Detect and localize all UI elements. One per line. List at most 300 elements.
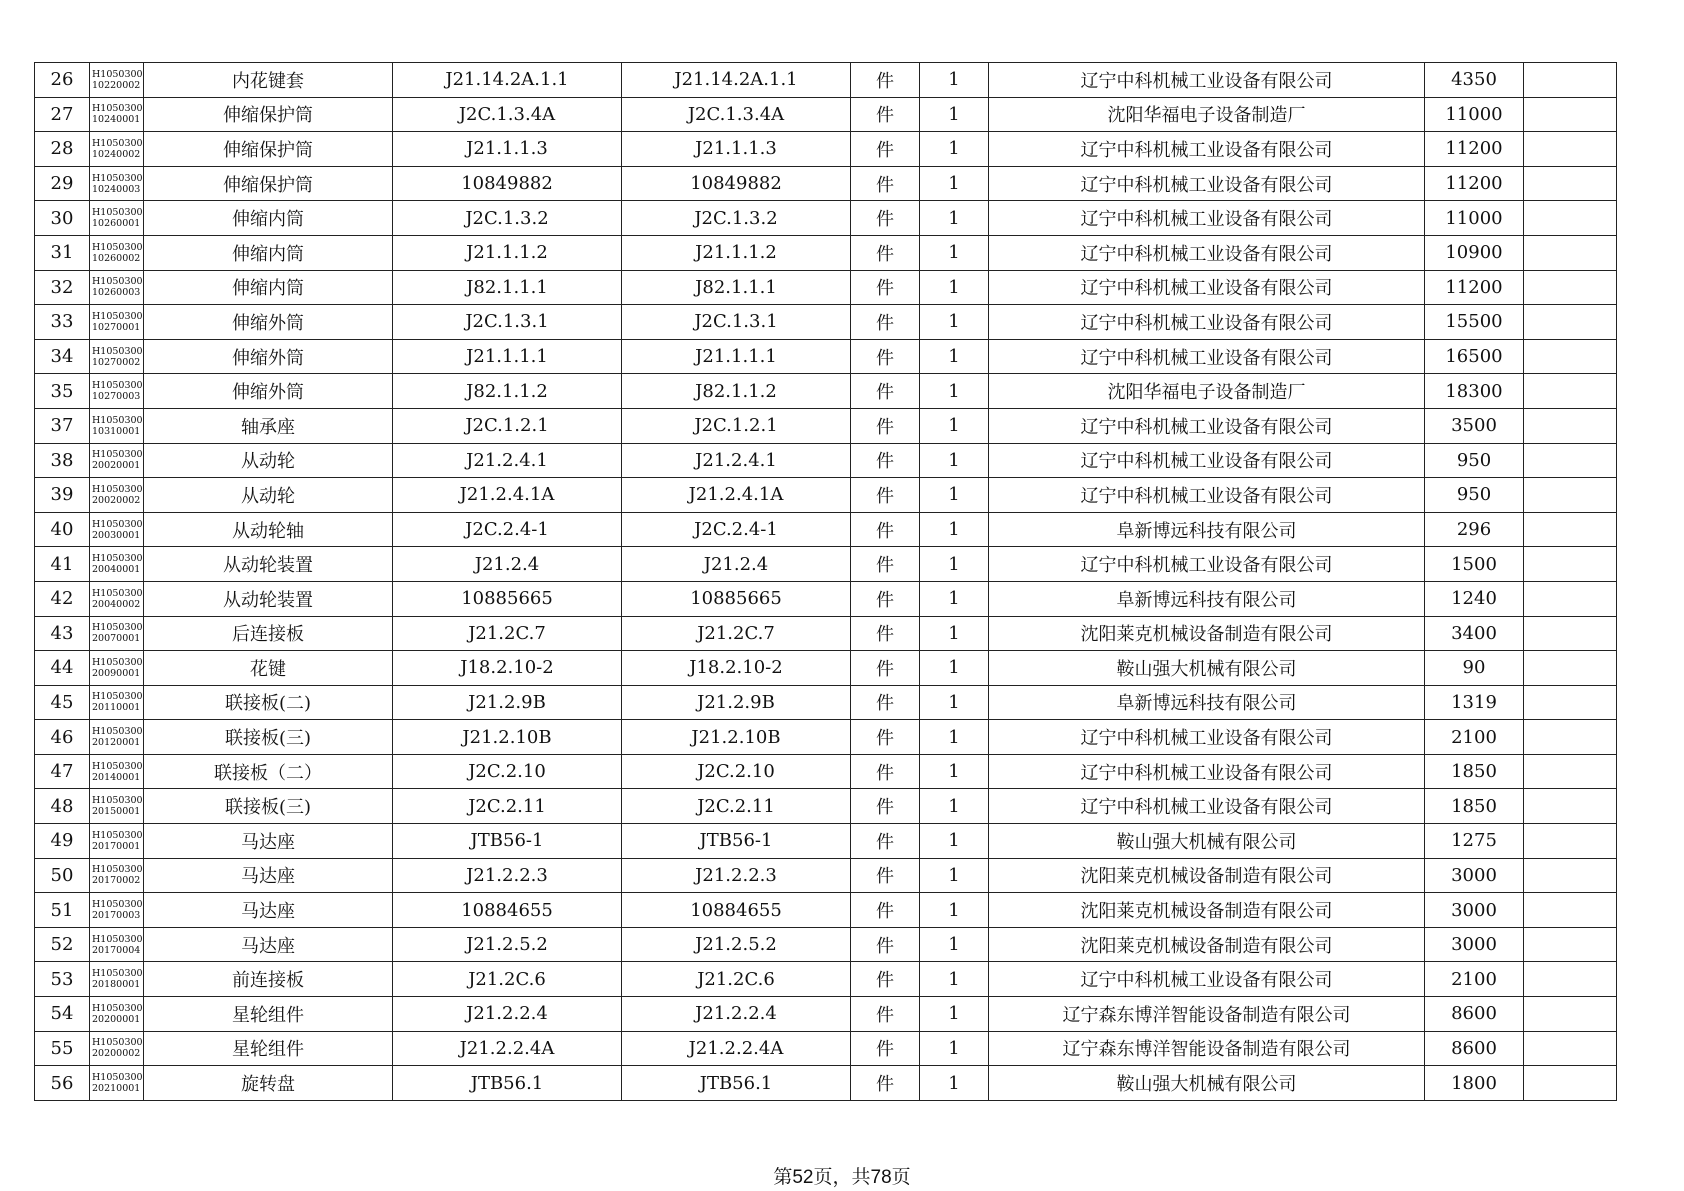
spec-cell: 10885665 bbox=[393, 581, 622, 616]
spec-cell: 10849882 bbox=[393, 166, 622, 201]
part-name-cell: 马达座 bbox=[144, 824, 393, 859]
row-number-cell: 51 bbox=[35, 893, 90, 928]
spec-cell: JTB56-1 bbox=[393, 824, 622, 859]
supplier-cell: 辽宁中科机械工业设备有限公司 bbox=[989, 408, 1425, 443]
material-code-line-1: H1050300 bbox=[92, 622, 143, 634]
price-cell: 2100 bbox=[1425, 720, 1524, 755]
table-row bbox=[35, 132, 1617, 167]
part-name-cell: 前连接板 bbox=[144, 962, 393, 997]
supplier-cell: 辽宁中科机械工业设备有限公司 bbox=[989, 547, 1425, 582]
spec-cell: J21.1.1.2 bbox=[393, 235, 622, 270]
quantity-cell: 1 bbox=[920, 789, 989, 824]
quantity-cell: 1 bbox=[920, 166, 989, 201]
material-code-line-1: H1050300 bbox=[92, 899, 143, 911]
material-code-line-2: 20170004 bbox=[92, 944, 141, 956]
remark-cell bbox=[1524, 374, 1617, 409]
row-number-cell: 30 bbox=[35, 201, 90, 236]
unit-cell: 件 bbox=[851, 97, 920, 132]
price-cell: 8600 bbox=[1425, 997, 1524, 1032]
material-code-line-1: H1050300 bbox=[92, 933, 143, 945]
remark-cell bbox=[1524, 408, 1617, 443]
spec-cell: J21.14.2A.1.1 bbox=[393, 63, 622, 98]
supplier-cell: 辽宁中科机械工业设备有限公司 bbox=[989, 235, 1425, 270]
part-name-cell: 伸缩保护筒 bbox=[144, 97, 393, 132]
material-code-line-2: 20040002 bbox=[92, 598, 141, 610]
page-footer bbox=[0, 1162, 1684, 1189]
footer-suffix: 页 bbox=[891, 1166, 911, 1188]
price-cell: 16500 bbox=[1425, 339, 1524, 374]
spec-cell: J2C.1.2.1 bbox=[393, 408, 622, 443]
material-code-cell bbox=[90, 235, 144, 270]
remark-cell bbox=[1524, 927, 1617, 962]
unit-cell: 件 bbox=[851, 63, 920, 98]
drawing-number-cell: J21.2C.6 bbox=[622, 962, 851, 997]
drawing-number-cell: J21.2.10B bbox=[622, 720, 851, 755]
drawing-number-cell: J21.2.2.4A bbox=[622, 1031, 851, 1066]
supplier-cell: 辽宁中科机械工业设备有限公司 bbox=[989, 754, 1425, 789]
unit-cell: 件 bbox=[851, 408, 920, 443]
unit-cell: 件 bbox=[851, 927, 920, 962]
quantity-cell: 1 bbox=[920, 997, 989, 1032]
part-name-cell: 从动轮装置 bbox=[144, 547, 393, 582]
drawing-number-cell: J21.2.9B bbox=[622, 685, 851, 720]
price-cell: 11200 bbox=[1425, 270, 1524, 305]
price-cell: 15500 bbox=[1425, 305, 1524, 340]
material-code-cell bbox=[90, 824, 144, 859]
spec-cell: J2C.2.11 bbox=[393, 789, 622, 824]
material-code-line-1: H1050300 bbox=[92, 1002, 143, 1014]
material-code-line-2: 10270002 bbox=[92, 356, 141, 368]
quantity-cell: 1 bbox=[920, 1031, 989, 1066]
price-cell: 11000 bbox=[1425, 201, 1524, 236]
material-code-cell bbox=[90, 1031, 144, 1066]
material-code-line-2: 20200001 bbox=[92, 1013, 141, 1025]
part-name-cell: 马达座 bbox=[144, 927, 393, 962]
remark-cell bbox=[1524, 339, 1617, 374]
price-cell: 3000 bbox=[1425, 927, 1524, 962]
quantity-cell: 1 bbox=[920, 720, 989, 755]
part-name-cell: 伸缩外筒 bbox=[144, 305, 393, 340]
material-code-line-1: H1050300 bbox=[92, 483, 143, 495]
part-name-cell: 后连接板 bbox=[144, 616, 393, 651]
part-name-cell: 伸缩内筒 bbox=[144, 235, 393, 270]
material-code-line-2: 10270001 bbox=[92, 321, 141, 333]
part-name-cell: 轴承座 bbox=[144, 408, 393, 443]
table-row bbox=[35, 63, 1617, 98]
supplier-cell: 沈阳莱克机械设备制造有限公司 bbox=[989, 893, 1425, 928]
material-code-line-2: 20150001 bbox=[92, 806, 141, 818]
table-row bbox=[35, 478, 1617, 513]
parts-price-table bbox=[34, 62, 1617, 1101]
quantity-cell: 1 bbox=[920, 270, 989, 305]
table-row bbox=[35, 408, 1617, 443]
supplier-cell: 鞍山强大机械有限公司 bbox=[989, 824, 1425, 859]
material-code-line-2: 20020002 bbox=[92, 494, 141, 506]
unit-cell: 件 bbox=[851, 754, 920, 789]
table-row bbox=[35, 1066, 1617, 1101]
drawing-number-cell: J21.1.1.3 bbox=[622, 132, 851, 167]
footer-middle: 页，共 bbox=[813, 1166, 871, 1188]
part-name-cell: 花键 bbox=[144, 651, 393, 686]
material-code-cell bbox=[90, 547, 144, 582]
spec-cell: J21.2C.6 bbox=[393, 962, 622, 997]
remark-cell bbox=[1524, 1031, 1617, 1066]
quantity-cell: 1 bbox=[920, 132, 989, 167]
unit-cell: 件 bbox=[851, 581, 920, 616]
remark-cell bbox=[1524, 478, 1617, 513]
remark-cell bbox=[1524, 166, 1617, 201]
quantity-cell: 1 bbox=[920, 443, 989, 478]
table-row bbox=[35, 547, 1617, 582]
quantity-cell: 1 bbox=[920, 339, 989, 374]
quantity-cell: 1 bbox=[920, 235, 989, 270]
row-number-cell: 40 bbox=[35, 512, 90, 547]
drawing-number-cell: J2C.2.10 bbox=[622, 754, 851, 789]
remark-cell bbox=[1524, 443, 1617, 478]
drawing-number-cell: J18.2.10-2 bbox=[622, 651, 851, 686]
unit-cell: 件 bbox=[851, 374, 920, 409]
unit-cell: 件 bbox=[851, 997, 920, 1032]
price-cell: 1240 bbox=[1425, 581, 1524, 616]
remark-cell bbox=[1524, 616, 1617, 651]
row-number-cell: 33 bbox=[35, 305, 90, 340]
drawing-number-cell: JTB56-1 bbox=[622, 824, 851, 859]
material-code-cell bbox=[90, 478, 144, 513]
table-body bbox=[35, 63, 1617, 1101]
quantity-cell: 1 bbox=[920, 512, 989, 547]
spec-cell: J2C.2.10 bbox=[393, 754, 622, 789]
quantity-cell: 1 bbox=[920, 547, 989, 582]
spec-cell: J21.2.4 bbox=[393, 547, 622, 582]
remark-cell bbox=[1524, 512, 1617, 547]
quantity-cell: 1 bbox=[920, 97, 989, 132]
remark-cell bbox=[1524, 651, 1617, 686]
material-code-line-2: 20070001 bbox=[92, 633, 141, 645]
part-name-cell: 内花键套 bbox=[144, 63, 393, 98]
supplier-cell: 沈阳华福电子设备制造厂 bbox=[989, 374, 1425, 409]
drawing-number-cell: J2C.2.4-1 bbox=[622, 512, 851, 547]
spec-cell: J21.2.2.4A bbox=[393, 1031, 622, 1066]
table-row bbox=[35, 927, 1617, 962]
drawing-number-cell: J2C.1.3.2 bbox=[622, 201, 851, 236]
price-cell: 2100 bbox=[1425, 962, 1524, 997]
price-cell: 1850 bbox=[1425, 754, 1524, 789]
unit-cell: 件 bbox=[851, 858, 920, 893]
drawing-number-cell: J21.2.2.4 bbox=[622, 997, 851, 1032]
quantity-cell: 1 bbox=[920, 408, 989, 443]
remark-cell bbox=[1524, 962, 1617, 997]
unit-cell: 件 bbox=[851, 720, 920, 755]
supplier-cell: 阜新博远科技有限公司 bbox=[989, 685, 1425, 720]
part-name-cell: 从动轮 bbox=[144, 478, 393, 513]
footer-prefix: 第 bbox=[773, 1166, 793, 1188]
supplier-cell: 辽宁中科机械工业设备有限公司 bbox=[989, 962, 1425, 997]
remark-cell bbox=[1524, 547, 1617, 582]
row-number-cell: 29 bbox=[35, 166, 90, 201]
part-name-cell: 从动轮装置 bbox=[144, 581, 393, 616]
drawing-number-cell: J21.2.2.3 bbox=[622, 858, 851, 893]
supplier-cell: 辽宁中科机械工业设备有限公司 bbox=[989, 443, 1425, 478]
supplier-cell: 鞍山强大机械有限公司 bbox=[989, 1066, 1425, 1101]
unit-cell: 件 bbox=[851, 893, 920, 928]
remark-cell bbox=[1524, 132, 1617, 167]
drawing-number-cell: J21.14.2A.1.1 bbox=[622, 63, 851, 98]
remark-cell bbox=[1524, 893, 1617, 928]
remark-cell bbox=[1524, 997, 1617, 1032]
material-code-cell bbox=[90, 754, 144, 789]
table-row bbox=[35, 201, 1617, 236]
part-name-cell: 马达座 bbox=[144, 858, 393, 893]
material-code-line-2: 10260003 bbox=[92, 287, 141, 299]
unit-cell: 件 bbox=[851, 1066, 920, 1101]
material-code-cell bbox=[90, 166, 144, 201]
table-row bbox=[35, 997, 1617, 1032]
row-number-cell: 43 bbox=[35, 616, 90, 651]
supplier-cell: 辽宁中科机械工业设备有限公司 bbox=[989, 63, 1425, 98]
drawing-number-cell: J2C.1.3.4A bbox=[622, 97, 851, 132]
material-code-line-2: 20170001 bbox=[92, 840, 141, 852]
drawing-number-cell: J21.2.5.2 bbox=[622, 927, 851, 962]
supplier-cell: 辽宁森东博洋智能设备制造有限公司 bbox=[989, 1031, 1425, 1066]
unit-cell: 件 bbox=[851, 789, 920, 824]
price-cell: 1850 bbox=[1425, 789, 1524, 824]
material-code-line-2: 10240003 bbox=[92, 183, 141, 195]
table-row bbox=[35, 270, 1617, 305]
drawing-number-cell: J21.2.4.1A bbox=[622, 478, 851, 513]
spec-cell: J2C.1.3.1 bbox=[393, 305, 622, 340]
quantity-cell: 1 bbox=[920, 824, 989, 859]
material-code-line-1: H1050300 bbox=[92, 449, 143, 461]
drawing-number-cell: 10849882 bbox=[622, 166, 851, 201]
price-cell: 11200 bbox=[1425, 132, 1524, 167]
material-code-cell bbox=[90, 97, 144, 132]
price-cell: 18300 bbox=[1425, 374, 1524, 409]
supplier-cell: 辽宁中科机械工业设备有限公司 bbox=[989, 478, 1425, 513]
quantity-cell: 1 bbox=[920, 685, 989, 720]
drawing-number-cell: J82.1.1.2 bbox=[622, 374, 851, 409]
row-number-cell: 52 bbox=[35, 927, 90, 962]
material-code-line-2: 20180001 bbox=[92, 979, 141, 991]
material-code-line-1: H1050300 bbox=[92, 726, 143, 738]
drawing-number-cell: J21.1.1.2 bbox=[622, 235, 851, 270]
row-number-cell: 44 bbox=[35, 651, 90, 686]
material-code-line-1: H1050300 bbox=[92, 241, 143, 253]
drawing-number-cell: J21.1.1.1 bbox=[622, 339, 851, 374]
unit-cell: 件 bbox=[851, 478, 920, 513]
row-number-cell: 42 bbox=[35, 581, 90, 616]
spec-cell: J82.1.1.1 bbox=[393, 270, 622, 305]
quantity-cell: 1 bbox=[920, 478, 989, 513]
part-name-cell: 伸缩保护筒 bbox=[144, 132, 393, 167]
unit-cell: 件 bbox=[851, 547, 920, 582]
material-code-line-1: H1050300 bbox=[92, 276, 143, 288]
table-row bbox=[35, 754, 1617, 789]
quantity-cell: 1 bbox=[920, 962, 989, 997]
material-code-line-2: 10220002 bbox=[92, 79, 141, 91]
material-code-line-2: 10310001 bbox=[92, 425, 141, 437]
drawing-number-cell: J21.2.4 bbox=[622, 547, 851, 582]
supplier-cell: 辽宁中科机械工业设备有限公司 bbox=[989, 132, 1425, 167]
material-code-line-2: 20110001 bbox=[92, 702, 141, 714]
row-number-cell: 35 bbox=[35, 374, 90, 409]
material-code-line-1: H1050300 bbox=[92, 380, 143, 392]
drawing-number-cell: J21.2.4.1 bbox=[622, 443, 851, 478]
table-row bbox=[35, 824, 1617, 859]
material-code-cell bbox=[90, 512, 144, 547]
spec-cell: J21.2.10B bbox=[393, 720, 622, 755]
part-name-cell: 伸缩内筒 bbox=[144, 201, 393, 236]
spec-cell: J21.2C.7 bbox=[393, 616, 622, 651]
material-code-cell bbox=[90, 720, 144, 755]
price-cell: 10900 bbox=[1425, 235, 1524, 270]
supplier-cell: 沈阳华福电子设备制造厂 bbox=[989, 97, 1425, 132]
price-cell: 11200 bbox=[1425, 166, 1524, 201]
row-number-cell: 53 bbox=[35, 962, 90, 997]
unit-cell: 件 bbox=[851, 685, 920, 720]
unit-cell: 件 bbox=[851, 305, 920, 340]
material-code-line-1: H1050300 bbox=[92, 310, 143, 322]
material-code-cell bbox=[90, 305, 144, 340]
material-code-line-2: 20200002 bbox=[92, 1048, 141, 1060]
supplier-cell: 辽宁中科机械工业设备有限公司 bbox=[989, 305, 1425, 340]
supplier-cell: 阜新博远科技有限公司 bbox=[989, 581, 1425, 616]
material-code-line-1: H1050300 bbox=[92, 656, 143, 668]
material-code-cell bbox=[90, 616, 144, 651]
part-name-cell: 伸缩外筒 bbox=[144, 339, 393, 374]
material-code-cell bbox=[90, 651, 144, 686]
row-number-cell: 31 bbox=[35, 235, 90, 270]
remark-cell bbox=[1524, 201, 1617, 236]
row-number-cell: 49 bbox=[35, 824, 90, 859]
part-name-cell: 联接板（二） bbox=[144, 754, 393, 789]
material-code-cell bbox=[90, 893, 144, 928]
quantity-cell: 1 bbox=[920, 858, 989, 893]
material-code-line-2: 20020001 bbox=[92, 460, 141, 472]
unit-cell: 件 bbox=[851, 166, 920, 201]
part-name-cell: 联接板(三) bbox=[144, 789, 393, 824]
table-row bbox=[35, 789, 1617, 824]
supplier-cell: 辽宁中科机械工业设备有限公司 bbox=[989, 720, 1425, 755]
price-cell: 950 bbox=[1425, 443, 1524, 478]
table-row bbox=[35, 616, 1617, 651]
material-code-line-2: 10270003 bbox=[92, 391, 141, 403]
material-code-cell bbox=[90, 339, 144, 374]
material-code-line-1: H1050300 bbox=[92, 691, 143, 703]
material-code-line-2: 20170002 bbox=[92, 875, 141, 887]
supplier-cell: 辽宁中科机械工业设备有限公司 bbox=[989, 201, 1425, 236]
table-row bbox=[35, 893, 1617, 928]
price-cell: 950 bbox=[1425, 478, 1524, 513]
price-cell: 1500 bbox=[1425, 547, 1524, 582]
quantity-cell: 1 bbox=[920, 651, 989, 686]
drawing-number-cell: 10885665 bbox=[622, 581, 851, 616]
material-code-line-1: H1050300 bbox=[92, 553, 143, 565]
spec-cell: J21.1.1.1 bbox=[393, 339, 622, 374]
material-code-cell bbox=[90, 201, 144, 236]
remark-cell bbox=[1524, 789, 1617, 824]
material-code-line-2: 10240001 bbox=[92, 114, 141, 126]
table-row bbox=[35, 374, 1617, 409]
part-name-cell: 从动轮 bbox=[144, 443, 393, 478]
material-code-line-2: 20030001 bbox=[92, 529, 141, 541]
remark-cell bbox=[1524, 858, 1617, 893]
part-name-cell: 伸缩内筒 bbox=[144, 270, 393, 305]
quantity-cell: 1 bbox=[920, 201, 989, 236]
material-code-line-2: 20090001 bbox=[92, 667, 141, 679]
material-code-line-1: H1050300 bbox=[92, 968, 143, 980]
row-number-cell: 32 bbox=[35, 270, 90, 305]
quantity-cell: 1 bbox=[920, 927, 989, 962]
part-name-cell: 马达座 bbox=[144, 893, 393, 928]
material-code-line-2: 20170003 bbox=[92, 910, 141, 922]
row-number-cell: 27 bbox=[35, 97, 90, 132]
material-code-line-1: H1050300 bbox=[92, 829, 143, 841]
remark-cell bbox=[1524, 720, 1617, 755]
table-row bbox=[35, 685, 1617, 720]
remark-cell bbox=[1524, 824, 1617, 859]
material-code-cell bbox=[90, 858, 144, 893]
material-code-cell bbox=[90, 685, 144, 720]
material-code-line-1: H1050300 bbox=[92, 518, 143, 530]
row-number-cell: 46 bbox=[35, 720, 90, 755]
spec-cell: J21.2.5.2 bbox=[393, 927, 622, 962]
row-number-cell: 39 bbox=[35, 478, 90, 513]
material-code-line-1: H1050300 bbox=[92, 345, 143, 357]
spec-cell: J21.2.9B bbox=[393, 685, 622, 720]
row-number-cell: 54 bbox=[35, 997, 90, 1032]
supplier-cell: 沈阳莱克机械设备制造有限公司 bbox=[989, 858, 1425, 893]
price-cell: 3000 bbox=[1425, 858, 1524, 893]
spec-cell: J82.1.1.2 bbox=[393, 374, 622, 409]
price-cell: 3400 bbox=[1425, 616, 1524, 651]
unit-cell: 件 bbox=[851, 512, 920, 547]
material-code-line-2: 10260002 bbox=[92, 252, 141, 264]
row-number-cell: 47 bbox=[35, 754, 90, 789]
spec-cell: JTB56.1 bbox=[393, 1066, 622, 1101]
price-cell: 4350 bbox=[1425, 63, 1524, 98]
table-row bbox=[35, 1031, 1617, 1066]
drawing-number-cell: JTB56.1 bbox=[622, 1066, 851, 1101]
price-cell: 1800 bbox=[1425, 1066, 1524, 1101]
supplier-cell: 辽宁中科机械工业设备有限公司 bbox=[989, 789, 1425, 824]
unit-cell: 件 bbox=[851, 651, 920, 686]
table-row bbox=[35, 651, 1617, 686]
price-cell: 3000 bbox=[1425, 893, 1524, 928]
table-row bbox=[35, 97, 1617, 132]
row-number-cell: 56 bbox=[35, 1066, 90, 1101]
remark-cell bbox=[1524, 754, 1617, 789]
material-code-line-1: H1050300 bbox=[92, 137, 143, 149]
material-code-line-2: 20140001 bbox=[92, 771, 141, 783]
price-cell: 1275 bbox=[1425, 824, 1524, 859]
quantity-cell: 1 bbox=[920, 1066, 989, 1101]
remark-cell bbox=[1524, 63, 1617, 98]
material-code-line-1: H1050300 bbox=[92, 587, 143, 599]
remark-cell bbox=[1524, 1066, 1617, 1101]
material-code-cell bbox=[90, 581, 144, 616]
spec-cell: 10884655 bbox=[393, 893, 622, 928]
remark-cell bbox=[1524, 97, 1617, 132]
table-row bbox=[35, 512, 1617, 547]
material-code-cell bbox=[90, 1066, 144, 1101]
part-name-cell: 伸缩外筒 bbox=[144, 374, 393, 409]
material-code-line-1: H1050300 bbox=[92, 795, 143, 807]
unit-cell: 件 bbox=[851, 1031, 920, 1066]
material-code-line-2: 20040001 bbox=[92, 564, 141, 576]
row-number-cell: 55 bbox=[35, 1031, 90, 1066]
material-code-line-1: H1050300 bbox=[92, 172, 143, 184]
quantity-cell: 1 bbox=[920, 581, 989, 616]
